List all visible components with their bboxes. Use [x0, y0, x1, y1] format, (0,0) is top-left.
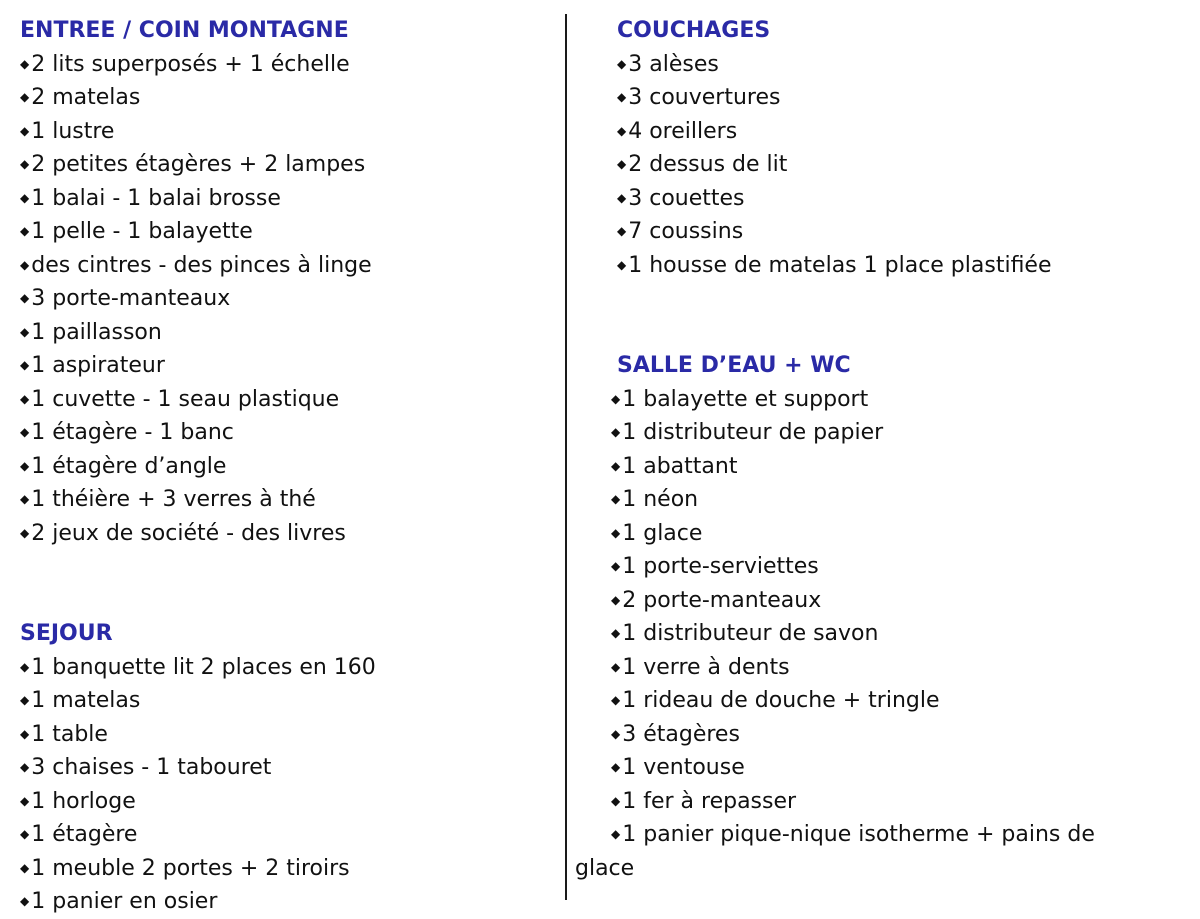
list-item-text: 1 verre à dents — [622, 654, 790, 680]
list-item-line — [611, 818, 1195, 852]
list-item-text: 1 porte-serviettes — [622, 554, 819, 579]
list-item-text: 1 pelle - 1 balayette — [31, 219, 253, 244]
list-item — [575, 718, 1195, 752]
section-salle-deau — [575, 349, 1195, 885]
list-item — [20, 383, 550, 417]
diamond-bullet-icon: ◆ — [20, 123, 30, 138]
list-item — [20, 785, 550, 819]
left-column — [20, 14, 550, 919]
right-column — [575, 14, 1195, 885]
list-item-text: 1 balai - 1 balai brosse — [31, 185, 281, 211]
list-item — [20, 349, 550, 383]
diamond-bullet-icon: ◆ — [611, 391, 621, 406]
list-item — [575, 450, 1195, 484]
list-item — [20, 517, 550, 551]
list-item-text: 1 housse de matelas 1 place plastifiée — [628, 252, 1052, 278]
diamond-bullet-icon: ◆ — [611, 760, 621, 774]
diamond-bullet-icon: ◆ — [20, 157, 30, 171]
list-item-text: 2 dessus de lit — [628, 152, 788, 177]
diamond-bullet-icon: ◆ — [617, 90, 627, 104]
list-item — [20, 182, 550, 216]
diamond-bullet-icon: ◆ — [20, 224, 30, 238]
section-title-couchages: COUCHAGES — [617, 18, 771, 43]
list-item — [617, 148, 1195, 182]
list-item — [20, 651, 550, 685]
list-item-text: 1 panier en osier — [31, 889, 218, 914]
list-item-text: 1 abattant — [622, 453, 738, 479]
list-item-text: 3 chaises - 1 tabouret — [31, 755, 272, 780]
list-item-text: 1 lustre — [31, 118, 115, 144]
diamond-bullet-icon: ◆ — [617, 56, 627, 71]
list-item — [20, 48, 550, 82]
list-item — [575, 584, 1195, 618]
item-list-salle-deau — [575, 383, 1195, 819]
diamond-bullet-icon: ◆ — [20, 358, 30, 372]
list-item — [575, 651, 1195, 685]
list-item — [20, 81, 550, 115]
list-item-text: 1 horloge — [31, 788, 136, 814]
list-item-text: 3 porte-manteaux — [31, 286, 231, 311]
diamond-bullet-icon: ◆ — [20, 190, 30, 205]
list-item-text: 1 rideau de douche + tringle — [622, 688, 940, 713]
diamond-bullet-icon: ◆ — [611, 592, 621, 607]
diamond-bullet-icon: ◆ — [611, 559, 621, 573]
list-item-text: 1 paillasson — [31, 319, 162, 345]
list-item — [575, 785, 1195, 819]
section-sejour — [20, 617, 550, 919]
list-item — [575, 617, 1195, 651]
list-item-text: 1 néon — [622, 487, 699, 512]
section-title-sejour: SEJOUR — [20, 621, 113, 646]
diamond-bullet-icon: ◆ — [20, 760, 30, 774]
list-item — [20, 282, 550, 316]
list-item-text: 1 matelas — [31, 688, 141, 713]
diamond-bullet-icon: ◆ — [617, 257, 627, 272]
diamond-bullet-icon: ◆ — [20, 693, 30, 707]
list-item — [575, 383, 1195, 417]
list-item-text: 2 petites étagères + 2 lampes — [31, 152, 366, 177]
diamond-bullet-icon: ◆ — [20, 391, 30, 406]
section-title-entree: ENTREE / COIN MONTAGNE — [20, 18, 349, 43]
diamond-bullet-icon: ◆ — [20, 525, 30, 540]
list-item-text: 3 couvertures — [628, 85, 781, 110]
list-item-text: 2 lits superposés + 1 échelle — [31, 51, 350, 77]
diamond-bullet-icon: ◆ — [20, 793, 30, 808]
list-item-text: 1 glace — [622, 520, 703, 546]
list-item — [617, 215, 1195, 249]
diamond-bullet-icon: ◆ — [20, 291, 30, 305]
diamond-bullet-icon: ◆ — [617, 190, 627, 205]
list-item — [20, 416, 550, 450]
list-item — [20, 316, 550, 350]
list-item — [575, 818, 1195, 885]
diamond-bullet-icon: ◆ — [617, 157, 627, 171]
list-item-text: 1 étagère — [31, 822, 138, 847]
diamond-bullet-icon: ◆ — [20, 827, 30, 841]
section-couchages — [575, 14, 1195, 282]
list-item-text: 1 étagère d’angle — [31, 453, 227, 479]
list-item-text: 1 aspirateur — [31, 353, 165, 378]
diamond-bullet-icon: ◆ — [20, 56, 30, 71]
list-item-text: 1 banquette lit 2 places en 160 — [31, 654, 376, 680]
list-item — [20, 115, 550, 149]
list-item — [20, 249, 550, 283]
list-item — [575, 483, 1195, 517]
diamond-bullet-icon: ◆ — [20, 458, 30, 473]
diamond-bullet-icon: ◆ — [611, 425, 621, 439]
list-item — [20, 215, 550, 249]
list-item-text: 1 meuble 2 portes + 2 tiroirs — [31, 855, 350, 881]
list-item-text: 1 panier pique-nique isotherme + pains de — [622, 822, 1095, 847]
diamond-bullet-icon: ◆ — [20, 90, 30, 104]
list-item — [20, 148, 550, 182]
list-item-text: 1 théière + 3 verres à thé — [31, 487, 316, 512]
section-spacer — [20, 550, 550, 617]
diamond-bullet-icon: ◆ — [20, 492, 30, 506]
list-item — [617, 81, 1195, 115]
diamond-bullet-icon: ◆ — [617, 123, 627, 138]
list-item — [20, 885, 550, 919]
list-item — [575, 684, 1195, 718]
list-item-text: 1 étagère - 1 banc — [31, 420, 234, 445]
list-item-continuation: glace — [575, 855, 635, 881]
list-item-text: 3 étagères — [622, 721, 740, 747]
list-item-text: 1 fer à repasser — [622, 788, 797, 814]
list-item — [617, 115, 1195, 149]
list-item-text: 1 distributeur de savon — [622, 621, 879, 646]
list-item — [575, 751, 1195, 785]
diamond-bullet-icon: ◆ — [611, 458, 621, 473]
item-list-sejour — [20, 651, 550, 919]
column-divider — [565, 14, 567, 900]
diamond-bullet-icon: ◆ — [20, 257, 30, 272]
list-item — [575, 416, 1195, 450]
section-spacer — [575, 282, 1195, 349]
diamond-bullet-icon: ◆ — [611, 626, 621, 640]
diamond-bullet-icon: ◆ — [611, 492, 621, 506]
diamond-bullet-icon: ◆ — [611, 793, 621, 808]
diamond-bullet-icon: ◆ — [611, 659, 621, 674]
diamond-bullet-icon: ◆ — [20, 659, 30, 674]
list-item — [20, 483, 550, 517]
list-item-text: 2 porte-manteaux — [622, 587, 822, 613]
list-item — [617, 249, 1195, 283]
list-item — [20, 718, 550, 752]
list-item — [575, 517, 1195, 551]
list-item-text: 2 jeux de société - des livres — [31, 520, 346, 546]
list-item-text: 1 balayette et support — [622, 386, 869, 412]
list-item-text: des cintres - des pinces à linge — [31, 252, 372, 278]
diamond-bullet-icon: ◆ — [20, 726, 30, 741]
list-item — [20, 684, 550, 718]
diamond-bullet-icon: ◆ — [20, 425, 30, 439]
diamond-bullet-icon: ◆ — [611, 827, 621, 841]
diamond-bullet-icon: ◆ — [20, 894, 30, 908]
diamond-bullet-icon: ◆ — [611, 726, 621, 741]
list-item-text: 3 alèses — [628, 51, 719, 77]
list-item — [20, 450, 550, 484]
list-item-text: 1 table — [31, 721, 108, 747]
list-item — [20, 751, 550, 785]
list-item-text: 4 oreillers — [628, 118, 738, 144]
diamond-bullet-icon: ◆ — [617, 224, 627, 238]
list-item — [617, 182, 1195, 216]
list-item-text: 3 couettes — [628, 185, 745, 211]
section-entree — [20, 14, 550, 550]
list-item-text: 7 coussins — [628, 219, 744, 244]
list-item — [575, 550, 1195, 584]
diamond-bullet-icon: ◆ — [20, 324, 30, 339]
list-item — [20, 852, 550, 886]
diamond-bullet-icon: ◆ — [611, 525, 621, 540]
item-list-entree — [20, 48, 550, 551]
diamond-bullet-icon: ◆ — [611, 693, 621, 707]
list-item — [617, 48, 1195, 82]
list-item-text: 1 ventouse — [622, 755, 745, 780]
list-item-text: 2 matelas — [31, 85, 141, 110]
list-item-text: 1 cuvette - 1 seau plastique — [31, 386, 340, 412]
item-list-couchages — [617, 48, 1195, 283]
list-item — [20, 818, 550, 852]
diamond-bullet-icon: ◆ — [20, 860, 30, 875]
list-item-text: 1 distributeur de papier — [622, 420, 884, 445]
section-title-salle-deau: SALLE D’EAU + WC — [617, 353, 851, 378]
